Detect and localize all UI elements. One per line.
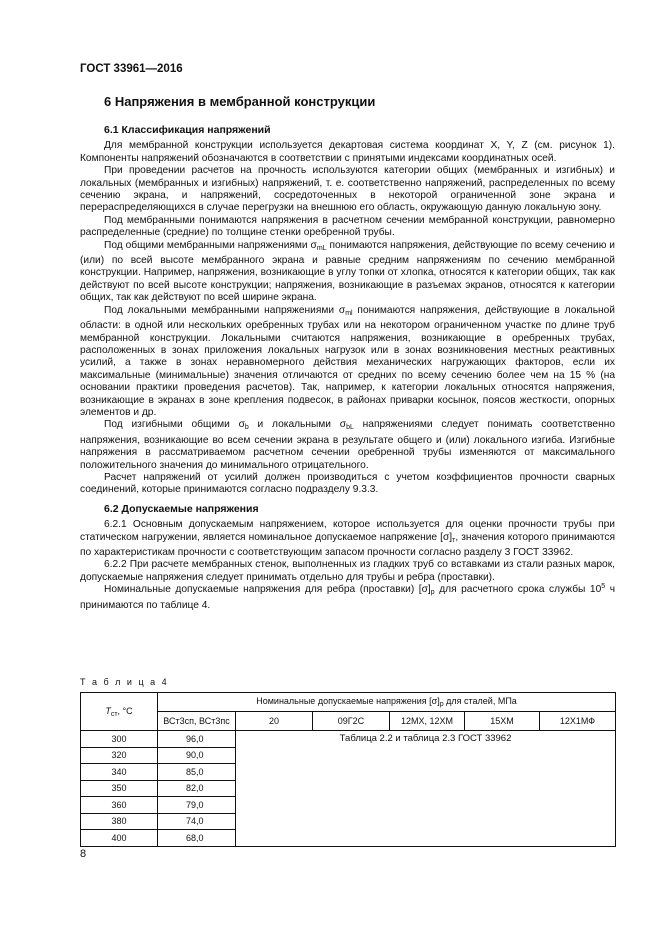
subscript: bL — [346, 424, 354, 432]
text-run: и локальными — [248, 419, 340, 431]
text-run: Номинальные допускаемые напряжения для ребра (проставки) [σ] — [104, 584, 431, 596]
symbol-sigma: σ — [339, 419, 347, 431]
paragraph: Под мембранными понимаются напряжения в расчетном сечении мембранной конструкции, равномерно распределенные (средние) по толщине стенки оребренной трубы. — [80, 214, 615, 239]
text-run: для расчетного срока службы 10 — [434, 584, 602, 596]
text-run: Номинальные допускаемые напряжения [σ] — [256, 696, 440, 706]
temperature-cell: 380 — [81, 813, 158, 830]
temp-unit: , °С — [117, 705, 133, 716]
stress-value-cell: 68,0 — [158, 830, 236, 847]
subscript: р — [439, 701, 444, 708]
paragraph — [80, 305, 615, 420]
symbol-sigma: σ — [310, 239, 317, 251]
stress-table — [80, 692, 616, 847]
stress-value-cell: 96,0 — [158, 731, 236, 748]
paragraph — [80, 584, 615, 612]
temperature-cell: 350 — [81, 780, 158, 797]
steel-header-cell: 09Г2С — [313, 712, 390, 731]
stress-value-cell: 82,0 — [158, 780, 236, 797]
group-header — [158, 693, 616, 712]
text-run: понимаются напряжения, действующие в локальной области: в одной или нескольких оребренных трубах или на некотором ограниченном участке по длине труб мембранной конструкции. Локальными считаются напряжения, возникающие в оребренных трубах, расположенных в зонах приложения локальных нагрузок или в зонах возникновения местных реактивных усилий, а также в зонах неравномерного действия механических нагружающих факторов, если их максимальные (минимальные) значения отличаются от средних по всему сечению более чем на 15 % (на основании практики проведения расчетов). Так, например, к категории локальных относятся напряжения, возникающие в экранах в зоне крепления подвесок, в районах приварки косынок, поясов жесткости, опорных элементов и др. — [80, 304, 615, 418]
paragraph: 6.2.2 При расчете мембранных стенок, выполненных из гладких труб со вставками из стали разных марок, допускаемые напряжения следует принимать отдельно для трубы и ребра (проставки). — [80, 559, 615, 583]
text-run: для сталей, МПа — [443, 696, 517, 706]
table-row — [81, 731, 616, 748]
reference-note-cell: Таблица 2.2 и таблица 2.3 ГОСТ 33962 — [236, 731, 616, 847]
text-run: Под изгибными общими — [104, 419, 239, 431]
subsection-title-6-2: 6.2 Допускаемые напряжения — [104, 502, 259, 515]
subscript: ст — [110, 710, 118, 718]
stress-value-cell: 90,0 — [158, 747, 236, 764]
text-run: ч принимаются по таблице 4. — [80, 584, 616, 611]
steel-header-cell: 12Х1МФ — [540, 712, 616, 731]
steel-header-row — [81, 712, 616, 731]
temperature-cell: 400 — [81, 830, 158, 847]
text-run: напряжениями следует понимать соответственно напряжения, возникающие во всем сечении экрана в результате общего и (или) локального изгиба. Изгибные напряжения в рассматриваемом расчетном сечении оребренной трубы изменяются от максимального положительного значения до минимального отрицательного. — [80, 419, 615, 471]
table-caption: Т а б л и ц а 4 — [80, 677, 169, 687]
steel-header-cell: 15ХМ — [465, 712, 540, 731]
paragraph — [80, 419, 615, 472]
text-run: 6.2.1 Основным допускаемым напряжением, которое используется для оценки прочности трубы при статическом нагружении, является номинальное допускаемое напряжение [σ] — [80, 519, 615, 543]
subscript: т — [452, 536, 456, 544]
document-header: ГОСТ 33961—2016 — [80, 63, 183, 75]
temperature-cell: 340 — [81, 764, 158, 781]
text-run: Под общими мембранными напряжениями — [104, 239, 311, 251]
symbol-sigma: σ — [338, 304, 346, 316]
temperature-cell: 300 — [81, 731, 158, 748]
stress-value-cell: 74,0 — [158, 813, 236, 830]
text-run: , значения которого принимаются по характеристикам прочности с соответствующим запасом прочности согласно разделу 3 ГОСТ 33962. — [80, 531, 615, 558]
table-body — [81, 731, 616, 847]
temperature-cell: 360 — [81, 797, 158, 814]
paragraph: При проведении расчетов на прочность используются категории общих (мембранных и изгибных) и локальных (мембранных и изгибных) напряжений, т. е. соответственно напряжений, распределенных по всему сечению экрана, и напряжений, сосредоточенных в некоторой ограниченной зоне экрана и перераспределяющихся в случае перегрузки на внешнюю его область, окружающую данную локальную зону. — [80, 165, 615, 214]
superscript: 5 — [601, 583, 606, 591]
steel-header-cell: 12МХ, 12ХМ — [390, 712, 465, 731]
paragraph: Для мембранной конструкции используется декартовая система координат X, Y, Z (см. рисунок 1). Компоненты напряжений обозначаются в соответствии с принятыми индексами координатных осей. — [80, 140, 615, 164]
subscript: ml — [345, 309, 353, 317]
stress-value-cell: 85,0 — [158, 764, 236, 781]
steel-header-cell: 20 — [236, 712, 313, 731]
temperature-header — [81, 693, 158, 731]
temperature-cell: 320 — [81, 747, 158, 764]
subsection-title-6-1: 6.1 Классификация напряжений — [104, 124, 271, 136]
stress-value-cell: 79,0 — [158, 797, 236, 814]
document-body — [80, 124, 615, 612]
symbol-sigma: σ — [238, 419, 245, 431]
text-run: Под локальными мембранными напряжениями — [104, 304, 339, 316]
page-number: 8 — [80, 848, 87, 860]
paragraph: Расчет напряжений от усилий должен производиться с учетом коэффициентов прочности сварных соединений, которые принимаются согласно подразделу 9.3.3. — [80, 471, 615, 496]
subscript: mL — [316, 244, 327, 252]
section-title: 6 Напряжения в мембранной конструкции — [104, 94, 376, 109]
text-run: понимаются напряжения, действующие по всему сечению и (или) по всей высоте мембранного экрана и равные средним напряжениям по сечению мембранной конструкции. Например, напряжения, возникающие в углу топки от хлопка, относятся к категории общих, так как действуют по всей высоте конструкции; напряжения, возникающие в разъемах экранов, относятся к категории общих, так как действуют по всей ширине экрана. — [80, 239, 616, 304]
paragraph — [80, 240, 615, 305]
subscript: b — [244, 424, 249, 432]
paragraph — [80, 519, 615, 559]
temp-symbol: T — [105, 705, 111, 716]
steel-header-cell: ВСт3сп, ВСт3пс — [158, 712, 236, 731]
subscript: р — [430, 589, 435, 597]
